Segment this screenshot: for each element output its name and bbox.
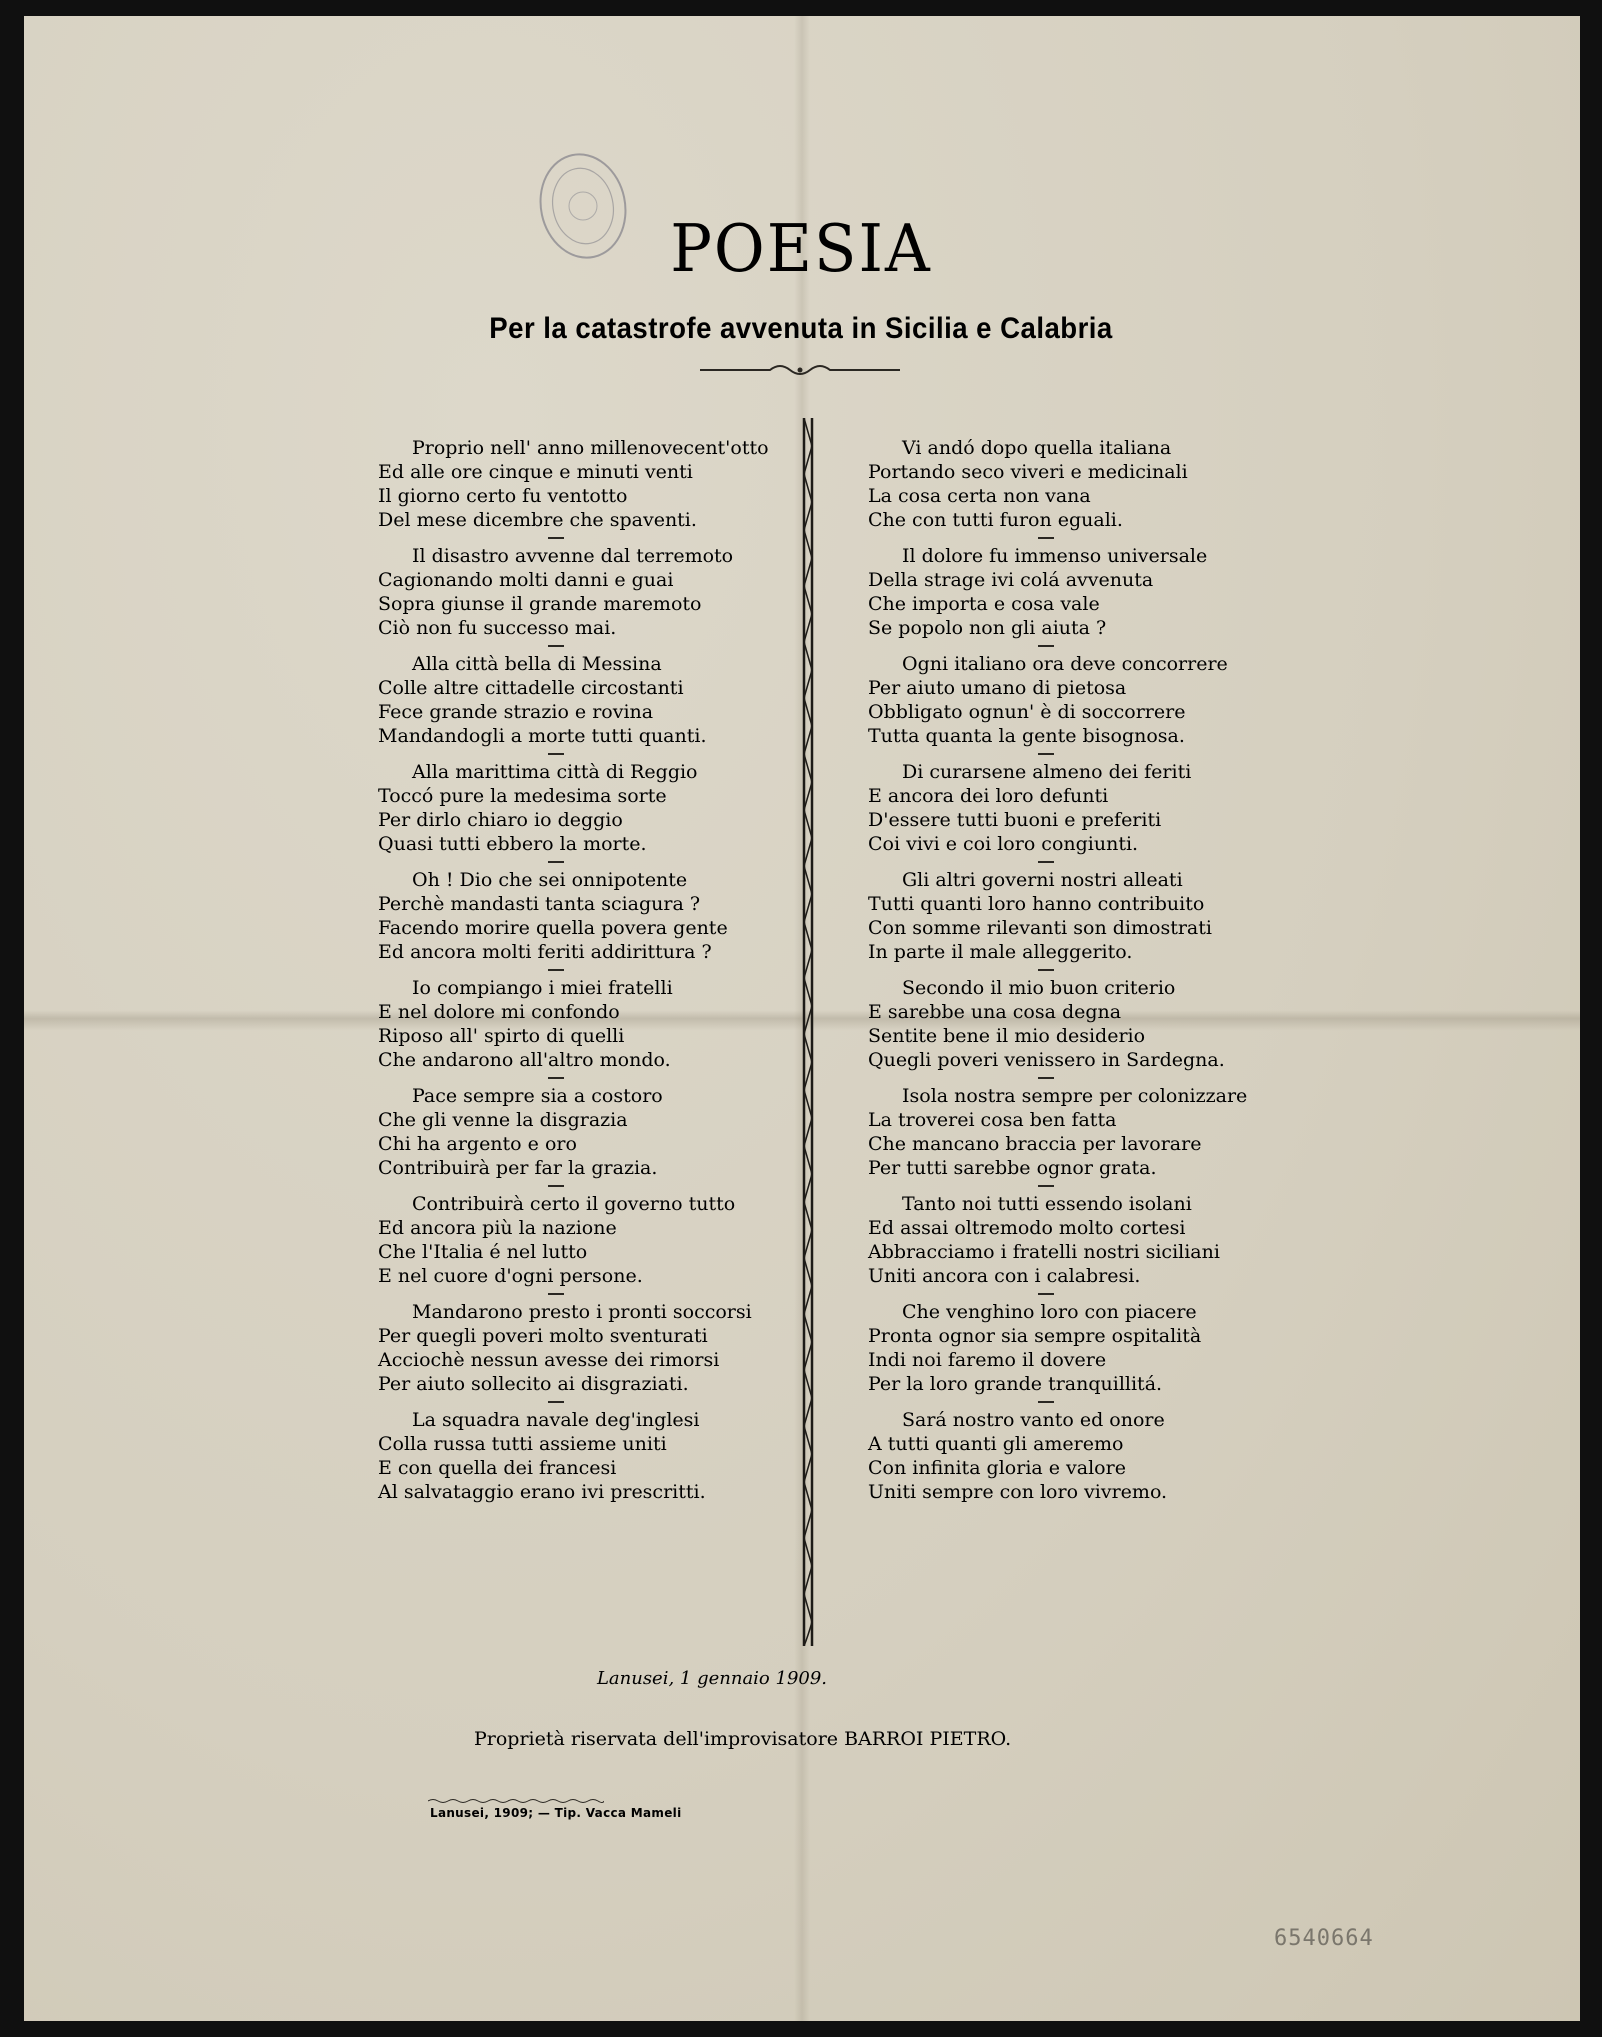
stanza (868, 1084, 1308, 1180)
verse-line: Secondo il mio buon criterio (902, 977, 1176, 999)
verse-line: Proprio nell' anno millenovecent'otto (412, 437, 769, 459)
verse-line: Se popolo non gli aiuta ? (868, 617, 1107, 639)
page-title: POESIA (670, 210, 932, 287)
verse-line: Oh ! Dio che sei onnipotente (412, 869, 688, 891)
stanza (868, 1408, 1308, 1504)
stanza-separator (868, 1396, 1308, 1408)
verse-line: Pace sempre sia a costoro (412, 1085, 663, 1107)
verse-line: Della strage ivi colá avvenuta (868, 569, 1154, 591)
stanza-separator (378, 640, 818, 652)
verse-line: Riposo all' spirto di quelli (378, 1025, 625, 1047)
stanza-separator (868, 532, 1308, 544)
verse-line: Obbligato ognun' è di soccorrere (868, 701, 1186, 723)
poem-column-right (868, 436, 1308, 1504)
verse-line: Contribuirà certo il governo tutto (412, 1193, 736, 1215)
verse-line: Il disastro avvenne dal terremoto (412, 545, 734, 567)
printer-imprint: Lanusei, 1909; — Tip. Vacca Mameli (430, 1806, 682, 1820)
verse-line: D'essere tutti buoni e preferiti (868, 809, 1162, 831)
stanza-separator (378, 532, 818, 544)
verse-line: Al salvataggio erano ivi prescritti. (378, 1481, 706, 1503)
verse-line: Ed alle ore cinque e minuti venti (378, 461, 693, 483)
stanza-separator (378, 748, 818, 760)
verse-line: Acciochè nessun avesse dei rimorsi (378, 1349, 720, 1371)
verse-line: Isola nostra sempre per colonizzare (902, 1085, 1248, 1107)
verse-line: Con infinita gloria e valore (868, 1457, 1126, 1479)
verse-line: Con somme rilevanti son dimostrati (868, 917, 1212, 939)
verse-line: Per tutti sarebbe ognor grata. (868, 1157, 1157, 1179)
stanza (378, 652, 818, 748)
verse-line: Quegli poveri venissero in Sardegna. (868, 1049, 1225, 1071)
verse-line: A tutti quanti gli ameremo (868, 1433, 1124, 1455)
stanza (868, 868, 1308, 964)
verse-line: Che mancano braccia per lavorare (868, 1133, 1202, 1155)
verse-line: Colla russa tutti assieme uniti (378, 1433, 667, 1455)
place-date: Lanusei, 1 gennaio 1909. (596, 1668, 828, 1689)
stanza-separator (378, 964, 818, 976)
verse-line: Alla marittima città di Reggio (412, 761, 698, 783)
verse-line: Cagionando molti danni e guai (378, 569, 674, 591)
verse-line: Chi ha argento e oro (378, 1133, 577, 1155)
stanza (378, 760, 818, 856)
stanza (378, 1192, 818, 1288)
verse-line: Tutta quanta la gente bisognosa. (868, 725, 1185, 747)
verse-line: Ed ancora più la nazione (378, 1217, 617, 1239)
verse-line: Sopra giunse il grande maremoto (378, 593, 702, 615)
verse-line: Coi vivi e coi loro congiunti. (868, 833, 1139, 855)
verse-line: Ogni italiano ora deve concorrere (902, 653, 1228, 675)
stanza-separator (868, 1180, 1308, 1192)
stanza (868, 976, 1308, 1072)
printer-rule (428, 1798, 604, 1804)
verse-line: Abbracciamo i fratelli nostri siciliani (868, 1241, 1220, 1263)
archive-number: 6540664 (1274, 1926, 1374, 1951)
verse-line: In parte il male alleggerito. (868, 941, 1133, 963)
stanza (868, 652, 1308, 748)
poem-column-left (378, 436, 818, 1504)
verse-line: Ed ancora molti feriti addirittura ? (378, 941, 712, 963)
stanza-separator (378, 856, 818, 868)
stanza (868, 1192, 1308, 1288)
verse-line: Indi noi faremo il dovere (868, 1349, 1107, 1371)
page-subtitle: Per la catastrofe avvenuta in Sicilia e Calabria (489, 312, 1113, 345)
stanza-separator (868, 856, 1308, 868)
verse-line: La cosa certa non vana (868, 485, 1091, 507)
stanza (378, 1408, 818, 1504)
verse-line: E ancora dei loro defunti (868, 785, 1109, 807)
stanza (378, 868, 818, 964)
stanza (868, 436, 1308, 532)
verse-line: E nel dolore mi confondo (378, 1001, 620, 1023)
stanza (868, 1300, 1308, 1396)
verse-line: Di curarsene almeno dei feriti (902, 761, 1192, 783)
verse-line: Per aiuto sollecito ai disgraziati. (378, 1373, 689, 1395)
verse-line: E con quella dei francesi (378, 1457, 617, 1479)
stanza-separator (868, 1072, 1308, 1084)
verse-line: Sentite bene il mio desiderio (868, 1025, 1146, 1047)
stanza (378, 1300, 818, 1396)
verse-line: Contribuirà per far la grazia. (378, 1157, 658, 1179)
verse-line: La squadra navale deg'inglesi (412, 1409, 700, 1431)
verse-line: Che l'Italia é nel lutto (378, 1241, 588, 1263)
verse-line: Che importa e cosa vale (868, 593, 1100, 615)
verse-line: La troverei cosa ben fatta (868, 1109, 1117, 1131)
verse-line: Gli altri governi nostri alleati (902, 869, 1183, 891)
verse-line: Fece grande strazio e rovina (378, 701, 654, 723)
stanza-separator (868, 1288, 1308, 1300)
flourish-ornament-icon (700, 360, 900, 380)
verse-line: E nel cuore d'ogni persone. (378, 1265, 643, 1287)
verse-line: Per la loro grande tranquillitá. (868, 1373, 1163, 1395)
verse-line: Facendo morire quella povera gente (378, 917, 728, 939)
verse-line: Quasi tutti ebbero la morte. (378, 833, 647, 855)
verse-line: Alla città bella di Messina (412, 653, 662, 675)
stanza-separator (378, 1180, 818, 1192)
stanza-separator (378, 1288, 818, 1300)
verse-line: Tanto noi tutti essendo isolani (902, 1193, 1192, 1215)
stanza-separator (868, 640, 1308, 652)
verse-line: Il giorno certo fu ventotto (378, 485, 628, 507)
verse-line: Portando seco viveri e medicinali (868, 461, 1188, 483)
verse-line: Del mese dicembre che spaventi. (378, 509, 697, 531)
stanza (378, 976, 818, 1072)
verse-line: Toccó pure la medesima sorte (378, 785, 667, 807)
verse-line: Per dirlo chiaro io deggio (378, 809, 623, 831)
verse-line: Ed assai oltremodo molto cortesi (868, 1217, 1186, 1239)
verse-line: Per aiuto umano di pietosa (868, 677, 1127, 699)
verse-line: Mandarono presto i pronti soccorsi (412, 1301, 752, 1323)
verse-line: Uniti sempre con loro vivremo. (868, 1481, 1168, 1503)
stanza (868, 544, 1308, 640)
stanza-separator (868, 748, 1308, 760)
verse-line: Tutti quanti loro hanno contribuito (868, 893, 1205, 915)
verse-line: Che con tutti furon eguali. (868, 509, 1123, 531)
stanza-separator (378, 1396, 818, 1408)
verse-line: Sará nostro vanto ed onore (902, 1409, 1165, 1431)
verse-line: Il dolore fu immenso universale (902, 545, 1208, 567)
stanza (868, 760, 1308, 856)
stanza-separator (378, 1072, 818, 1084)
verse-line: Per quegli poveri molto sventurati (378, 1325, 708, 1347)
stanza-separator (868, 964, 1308, 976)
verse-line: Ciò non fu successo mai. (378, 617, 617, 639)
verse-line: Vi andó dopo quella italiana (902, 437, 1172, 459)
stanza (378, 544, 818, 640)
verse-line: E sarebbe una cosa degna (868, 1001, 1122, 1023)
verse-line: Che gli venne la disgrazia (378, 1109, 628, 1131)
verse-line: Colle altre cittadelle circostanti (378, 677, 684, 699)
verse-line: Io compiango i miei fratelli (412, 977, 673, 999)
verse-line: Che venghino loro con piacere (902, 1301, 1197, 1323)
verse-line: Uniti ancora con i calabresi. (868, 1265, 1141, 1287)
stanza (378, 436, 818, 532)
verse-line: Pronta ognor sia sempre ospitalità (868, 1325, 1202, 1347)
stanza (378, 1084, 818, 1180)
ownership-note: Proprietà riservata dell'improvisatore BARROI PIETRO. (474, 1728, 1012, 1750)
verse-line: Che andarono all'altro mondo. (378, 1049, 671, 1071)
verse-line: Mandandogli a morte tutti quanti. (378, 725, 707, 747)
verse-line: Perchè mandasti tanta sciagura ? (378, 893, 701, 915)
